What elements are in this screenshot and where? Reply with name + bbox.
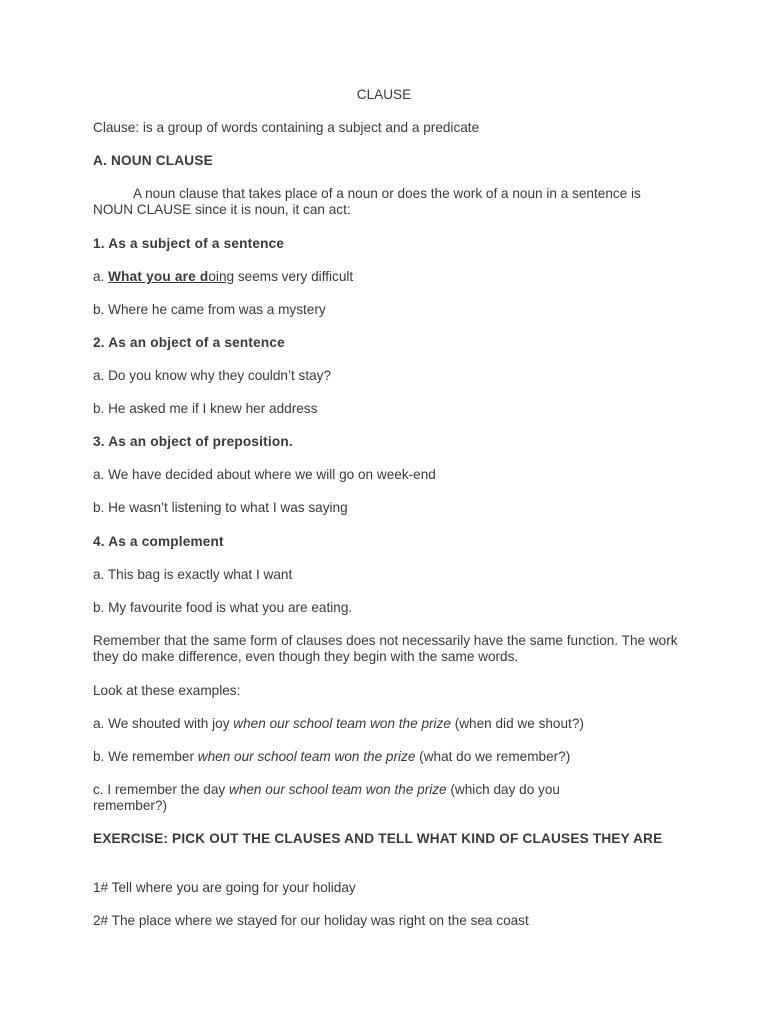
example-2a: a. Do you know why they couldn’t stay? — [93, 368, 332, 383]
example-2b: b. He asked me if I knew her address — [93, 401, 318, 416]
heading-complement: 4. As a complement — [93, 534, 224, 549]
remember-paragraph: Remember that the same form of clauses does not necessarily have the same function. The work they do make difference, even though they begin with the same words. — [93, 633, 678, 664]
example-1b: b. Where he came from was a mystery — [93, 302, 326, 317]
heading-object: 2. As an object of a sentence — [93, 335, 285, 350]
comparison-c: c. I remember the day when our school team won the prize (which day do you remember?) — [93, 782, 560, 813]
heading-preposition: 3. As an object of preposition. — [93, 434, 293, 449]
intro-paragraph: A noun clause that takes place of a noun or does the work of a noun in a sentence is NOUN CLAUSE since it is noun, it can act: — [93, 186, 641, 217]
page-title: CLAUSE — [356, 87, 412, 102]
section-heading-noun-clause: A. NOUN CLAUSE — [93, 153, 213, 168]
exercise-heading: EXERCISE: PICK OUT THE CLAUSES AND TELL WHAT KIND OF CLAUSES THEY ARE — [93, 831, 663, 846]
example-1a: a. What you are doing seems very difficult — [93, 269, 354, 284]
example-3b: b. He wasn’t listening to what I was saying — [93, 500, 348, 515]
example-4b: b. My favourite food is what you are eating. — [93, 600, 353, 615]
comparison-a: a. We shouted with joy when our school team won the prize (when did we shout?) — [93, 716, 584, 731]
question-2: 2# The place where we stayed for our holiday was right on the sea coast — [93, 913, 529, 928]
look-examples: Look at these examples: — [93, 683, 241, 698]
question-1: 1# Tell where you are going for your holiday — [93, 880, 356, 895]
comparison-b: b. We remember when our school team won the prize (what do we remember?) — [93, 749, 571, 764]
example-3a: a. We have decided about where we will go on week-end — [93, 467, 436, 482]
example-4a: a. This bag is exactly what I want — [93, 567, 293, 582]
definition: Clause: is a group of words containing a subject and a predicate — [93, 120, 480, 135]
heading-subject: 1. As a subject of a sentence — [93, 236, 285, 251]
